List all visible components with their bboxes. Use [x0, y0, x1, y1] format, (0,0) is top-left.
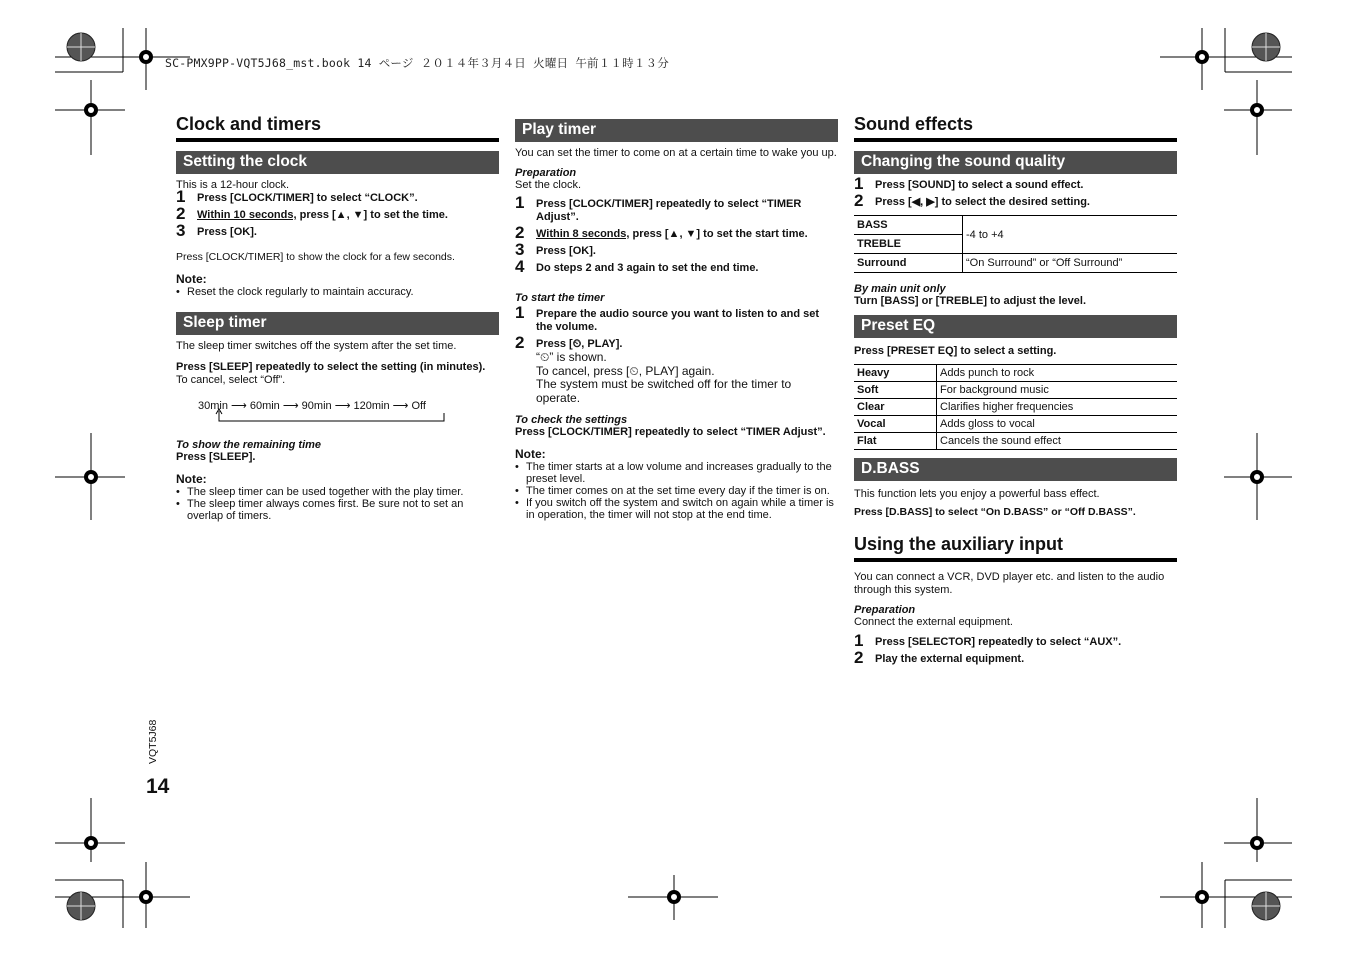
main-unit-text: Turn [BASS] or [TREBLE] to adjust the level.: [854, 295, 1087, 307]
sleep-intro: The sleep timer switches off the system after the set time.: [176, 340, 457, 352]
clock-step-3: 3 Press [OK].: [176, 221, 257, 240]
aux-preparation-heading: Preparation: [854, 604, 916, 616]
table-row: Flat Cancels the sound effect: [854, 433, 1177, 450]
aux-preparation: Connect the external equipment.: [854, 616, 1013, 628]
section-title-clock-and-timers: Clock and timers: [176, 114, 499, 142]
check-settings-heading: To check the settings: [515, 414, 628, 426]
table-row: Vocal Adds gloss to vocal: [854, 416, 1177, 433]
check-settings-text: Press [CLOCK/TIMER] repeatedly to select “TIMER Adjust”.: [515, 426, 826, 438]
play-note-item: • The timer comes on at the set time every day if the timer is on.: [515, 485, 830, 497]
play-intro: You can set the timer to come on at a certain time to wake you up.: [515, 147, 837, 159]
sleep-note-item: • The sleep timer always comes first. Be sure not to set an overlap of timers.: [176, 498, 464, 522]
column-play-timer: [515, 119, 838, 521]
file-header: SC-PMX9PP-VQT5J68_mst.book 14 ページ ２０１４年３月４日 火曜日 午前１１時１３分: [165, 56, 669, 70]
dbass-instruction: Press [D.BASS] to select “On D.BASS” or “Off D.BASS”.: [854, 506, 1136, 518]
clock-step-2: 2 Within 10 seconds, press [▲, ▼] to set the time.: [176, 204, 448, 223]
sleep-flow-text: 30min ⟶ 60min ⟶ 90min ⟶ 120min ⟶ Off: [198, 400, 426, 412]
play-preparation: Set the clock.: [515, 179, 582, 191]
aux-step-1: 1 Press [SELECTOR] repeatedly to select “AUX”.: [854, 631, 1122, 650]
play-step-3: 3 Press [OK].: [515, 240, 596, 259]
band-sleep-timer: Sleep timer: [176, 312, 499, 335]
preset-eq-table: [854, 364, 1177, 450]
start-step-1: 1 Prepare the audio source you want to listen to and set the volume.: [515, 303, 819, 333]
column-sound-effects: [854, 114, 1177, 670]
table-row: Heavy Adds punch to rock: [854, 365, 1177, 382]
sleep-instruction: Press [SLEEP] repeatedly to select the setting (in minutes).: [176, 361, 486, 373]
sound-step-2: 2 Press [◀, ▶] to select the desired setting.: [854, 191, 1090, 210]
aux-intro: You can connect a VCR, DVD player etc. and listen to the audio through this system.: [854, 571, 1165, 596]
band-d-bass: D.BASS: [854, 458, 1177, 481]
start-timer-heading: To start the timer: [515, 292, 605, 304]
sleep-note-heading: Note:: [176, 472, 207, 486]
table-row: TREBLE: [854, 235, 1177, 254]
sleep-remaining-heading: To show the remaining time: [176, 439, 322, 451]
table-row: BASS -4 to +4: [854, 216, 1177, 235]
table-row: Clear Clarifies higher frequencies: [854, 399, 1177, 416]
page-number: 14: [146, 775, 170, 798]
sleep-flow-return-arrow: [176, 399, 499, 429]
sound-quality-table: [854, 215, 1177, 273]
aux-step-2: 2 Play the external equipment.: [854, 648, 1025, 667]
play-note-item: • The timer starts at a low volume and increases gradually to the preset level.: [515, 461, 832, 485]
play-step-1: 1 Press [CLOCK/TIMER] repeatedly to select “TIMER Adjust”.: [515, 193, 802, 223]
start-step-2-details: “⏲” is shown. To cancel, press [⏲, PLAY] again. The system must be switched off for the timer to operate.: [536, 350, 792, 405]
main-unit-heading: By main unit only: [854, 283, 946, 295]
clock-step-1: 1 Press [CLOCK/TIMER] to select “CLOCK”.: [176, 187, 418, 206]
play-note-item: • If you switch off the system and switch on again while a timer is in operation, the timer will not stop at the end time.: [515, 497, 834, 521]
sound-step-1: 1 Press [SOUND] to select a sound effect.: [854, 174, 1084, 193]
sleep-remaining-text: Press [SLEEP].: [176, 451, 256, 463]
page-code: VQT5J68: [147, 719, 159, 764]
play-step-4: 4 Do steps 2 and 3 again to set the end time.: [515, 257, 759, 276]
play-note-heading: Note:: [515, 447, 546, 461]
play-preparation-heading: Preparation: [515, 167, 577, 179]
preset-instruction: Press [PRESET EQ] to select a setting.: [854, 345, 1057, 357]
start-step-2: 2 Press [⏲, PLAY].: [515, 333, 623, 352]
play-step-2: 2 Within 8 seconds, press [▲, ▼] to set the start time.: [515, 223, 808, 242]
clock-note-heading: Note:: [176, 272, 207, 286]
band-play-timer: Play timer: [515, 119, 838, 142]
band-preset-eq: Preset EQ: [854, 315, 1177, 338]
table-row: Soft For background music: [854, 382, 1177, 399]
sleep-note-item: • The sleep timer can be used together with the play timer.: [176, 486, 464, 498]
section-title-sound-effects: Sound effects: [854, 114, 1177, 142]
band-setting-the-clock: Setting the clock: [176, 151, 499, 174]
section-title-auxiliary-input: Using the auxiliary input: [854, 534, 1177, 562]
sleep-cancel: To cancel, select “Off”.: [176, 374, 286, 386]
dbass-intro: This function lets you enjoy a powerful bass effect.: [854, 488, 1100, 500]
column-clock-and-timers: [176, 114, 499, 522]
clock-note-item: • Reset the clock regularly to maintain accuracy.: [176, 286, 414, 298]
table-row: Surround “On Surround” or “Off Surround”: [854, 254, 1177, 273]
band-changing-sound-quality: Changing the sound quality: [854, 151, 1177, 174]
clock-tip: Press [CLOCK/TIMER] to show the clock for a few seconds.: [176, 251, 455, 263]
sleep-flow-diagram: [176, 399, 499, 429]
clock-intro: This is a 12-hour clock.: [176, 179, 290, 191]
